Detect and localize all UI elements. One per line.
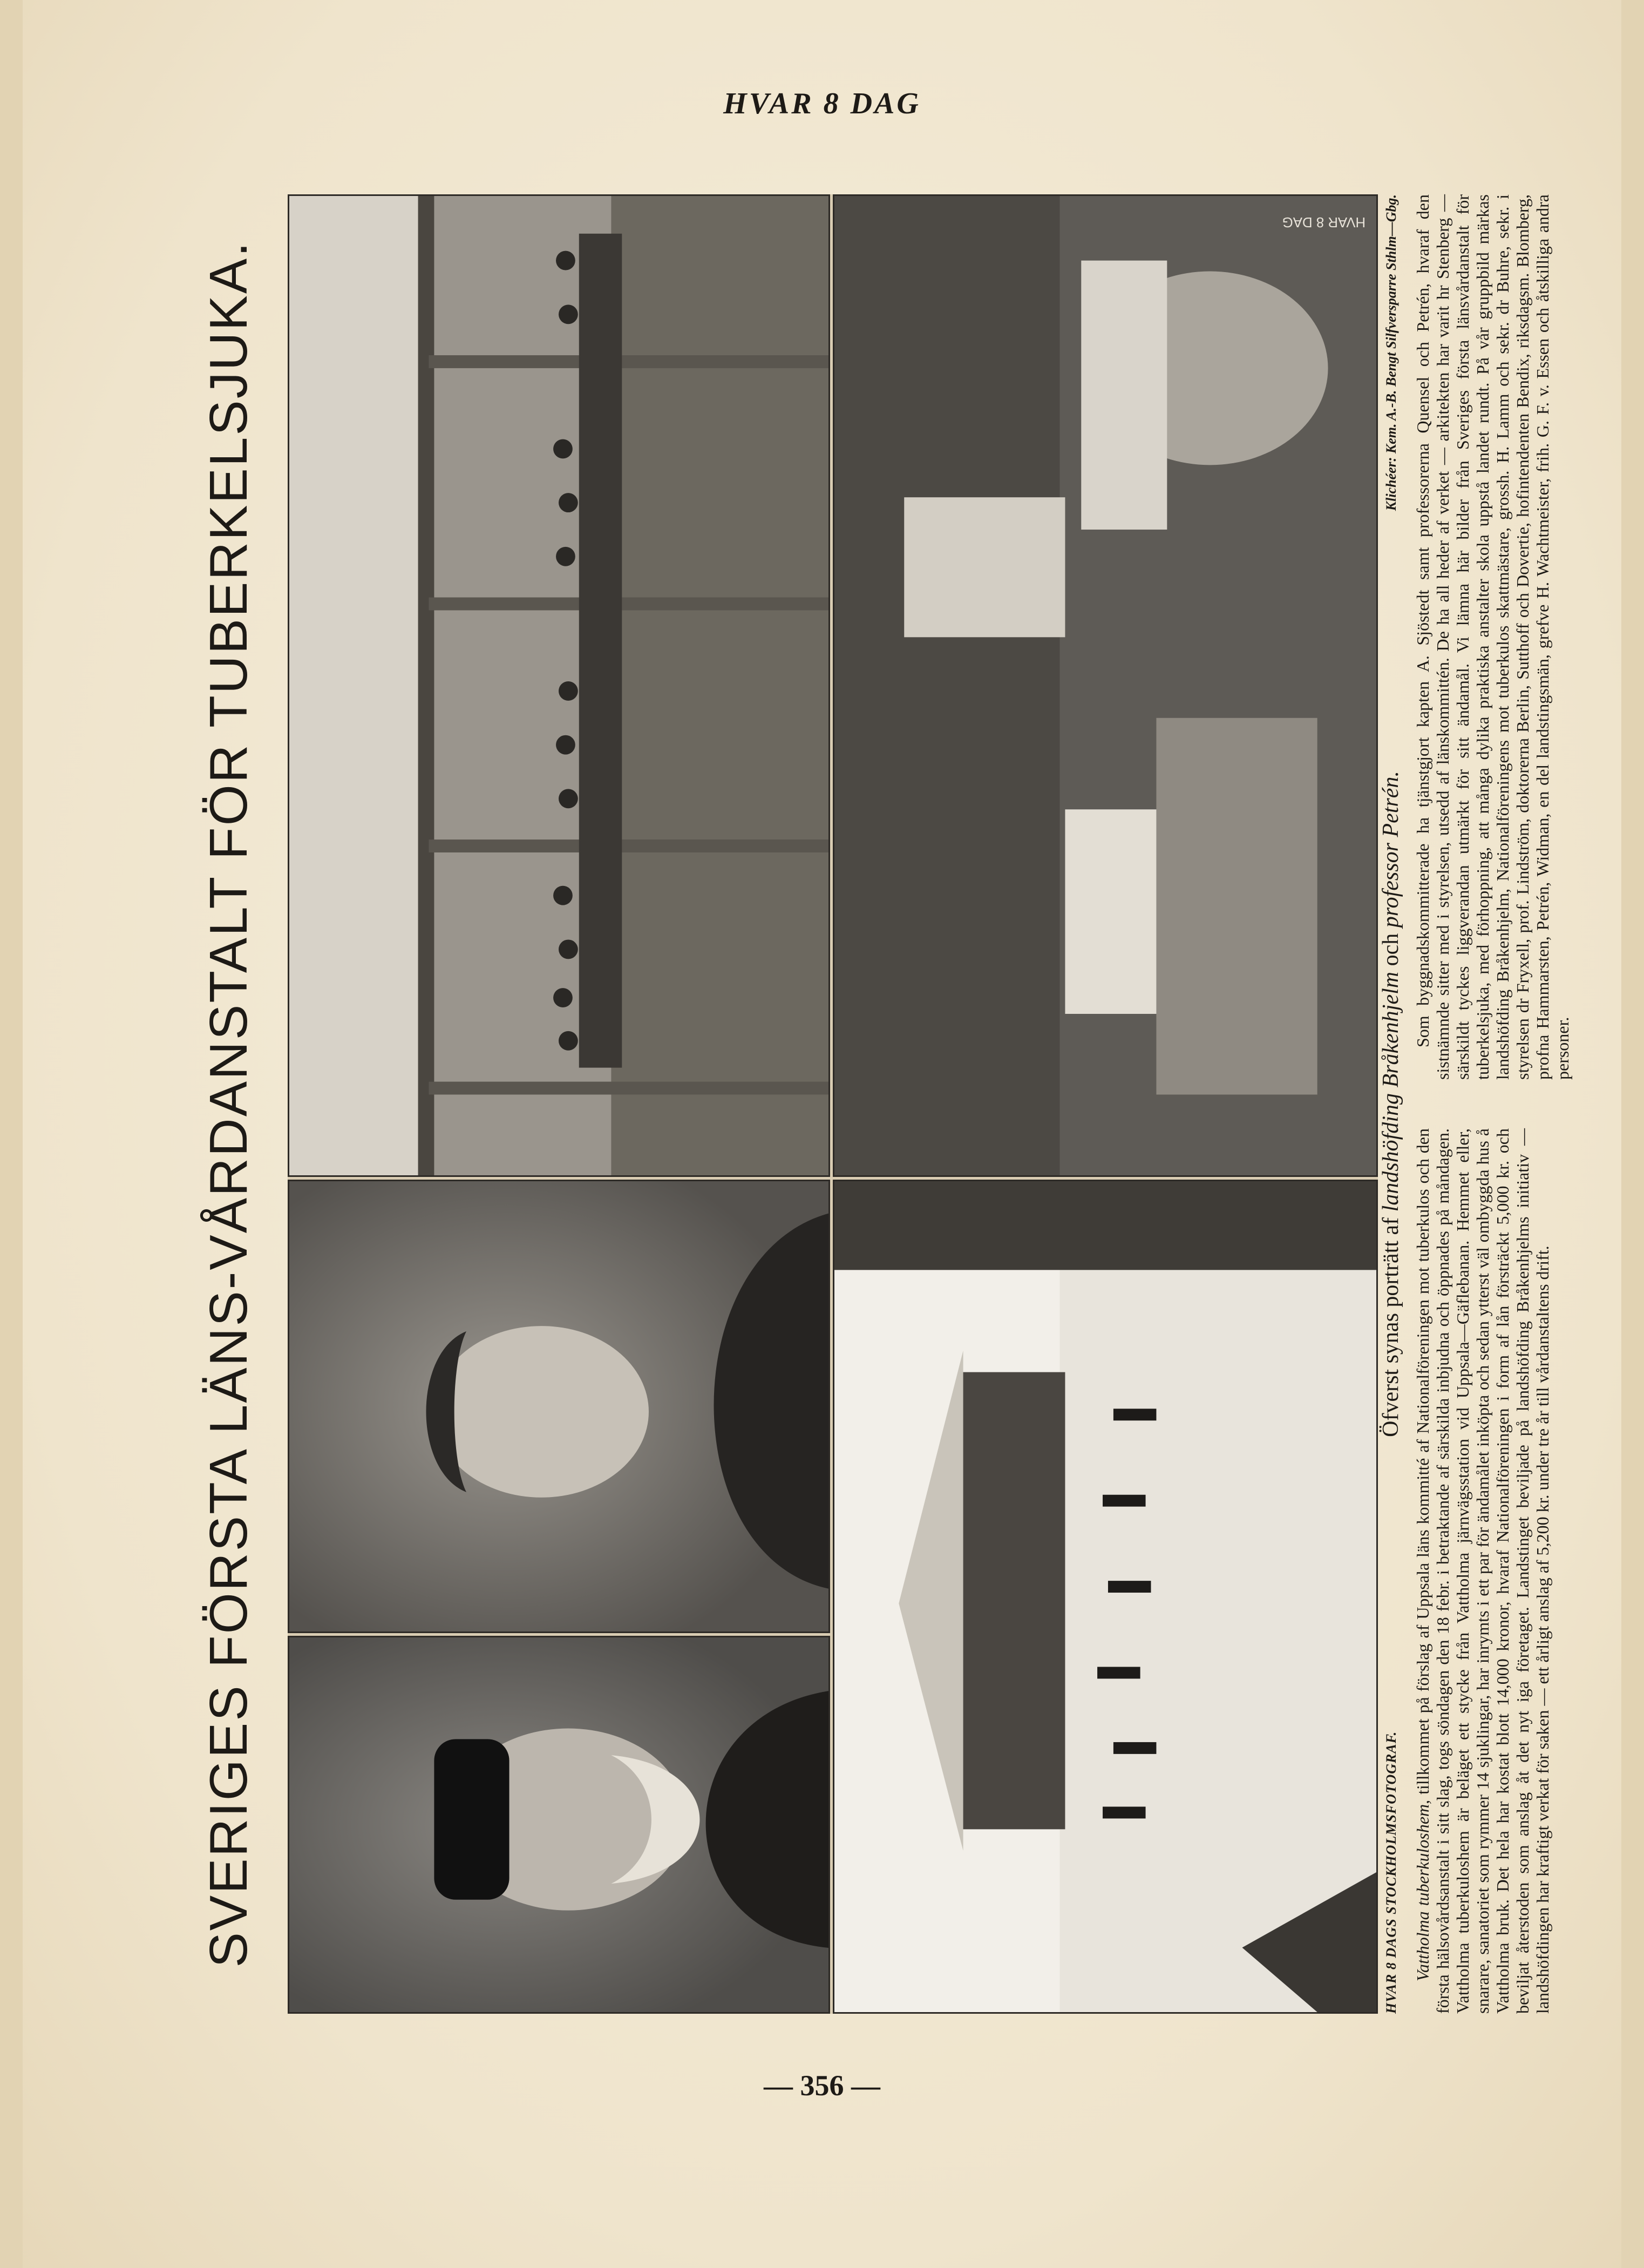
article-left-text: tillkommet på förslag af Uppsala läns kommitté af Nationalföreningen mot tuberkulos och den första hälsovårdsanstalt i sitt slag, togs söndagen den 18 febr. i betraktande af särskilda inbjudna och öppnades på måndagen. Vattholma tuberkuloshem är beläget ett stycke från Vattholma järnvägsstation vid Uppsala—Gäflebanan. Hemmet eller, snarare, sanatoriet som rymmer 14 sjuklingar, har inrymts i ett par för ändamålet inköpta och sedan ytterst väl ombyggda hus å Vattholma bruk. Det hela har kostat blott 14,000 kronor, hvaraf Nationalföreningen i form af lån försträckt 5,000 kr. och beviljat återstoden som anslag åt det nyt iga företaget. Landstinget beviljade på landshöfding Bråkenhjelms initiativ — landshöfdingen har kraftigt verkat för saken — ett årligt anslag af 5,200 kr. under tre år till vårdanstaltens drift.: [1413, 1128, 1552, 2014]
sickroom-interior-photo: [833, 194, 1378, 1177]
photo-credit-left: HVAR 8 DAGS STOCKHOLMSFOTOGRAF.: [1383, 1731, 1399, 2014]
article-columns: [1413, 194, 1597, 2014]
caption-name-2: professor Petrén.: [1378, 771, 1403, 928]
caption-middle: och: [1378, 933, 1403, 966]
portrait-brakenhjelm-photo: [288, 1636, 830, 2014]
article-column-right: [1413, 194, 1573, 1080]
article-column-left: [1413, 1128, 1553, 2014]
article-right-text: Som byggnadskommitterade ha tjänstgjort kapten A. Sjöstedt samt professorerna Quensel och Petrén, hvaraf den sistnämnde sitter med i styrelsen, utsedd af länskommittén. De ha all heder af verket — arkitekten har varit hr Stenberg — särskildt tyckes liggverandan utmärkt för sitt ändamål. Vi lämna här bilder från Sveriges första länsvårdanstalt för tuberkelsjuka, med förhoppning, att många dylika praktiska anstalter skola uppstå landet rundt. På vår gruppbild märkas landshöfding Bråkenhjelm, Nationalföreningens mot tuberkulos skattmästare, grossh. H. Lamm och sekr. dr Buhre, sekr. i styrelsen dr Fryxell, prof. Lindström, doktorerna Berlin, Sutthoff och Dovertie, hofintendenten Bendix, riksdagsm. Blomberg, profna Hammarsten, Petrén, Widman, en del landstingsmän, grefve H. Wachtmeister, frih. G. F. v. Essen och åtskilliga andra personer.: [1413, 194, 1572, 1080]
page-edge-left: [0, 0, 23, 2268]
article-lead: Vattholma tuberkuloshem,: [1413, 1799, 1432, 1981]
photo-credit-right: Klichéer: Kem. A.-B. Bengt Silfversparre Sthlm—Gbg.: [1383, 194, 1399, 511]
page-number: — 356 —: [764, 2069, 880, 2102]
running-head: HVAR 8 DAG: [723, 87, 921, 120]
caption-prefix: Öfverst synas porträtt af: [1378, 1217, 1403, 1437]
photo-watermark: HVAR 8 DAG: [1282, 214, 1366, 229]
portrait-petren-photo: [288, 1180, 830, 1633]
headline: SVERIGES FÖRSTA LÄNS-VÅRDANSTALT FÖR TUBERKELSJUKA.: [199, 240, 258, 1968]
photo-grid: [288, 194, 1378, 2014]
rotated-content: [172, 194, 1597, 2014]
caption-name-1: landshöfding Bråkenhjelm: [1378, 971, 1403, 1212]
page-edge-right: [1621, 0, 1644, 2268]
veranda-group-photo: [288, 194, 830, 1177]
winter-exterior-photo: [833, 1180, 1378, 2014]
